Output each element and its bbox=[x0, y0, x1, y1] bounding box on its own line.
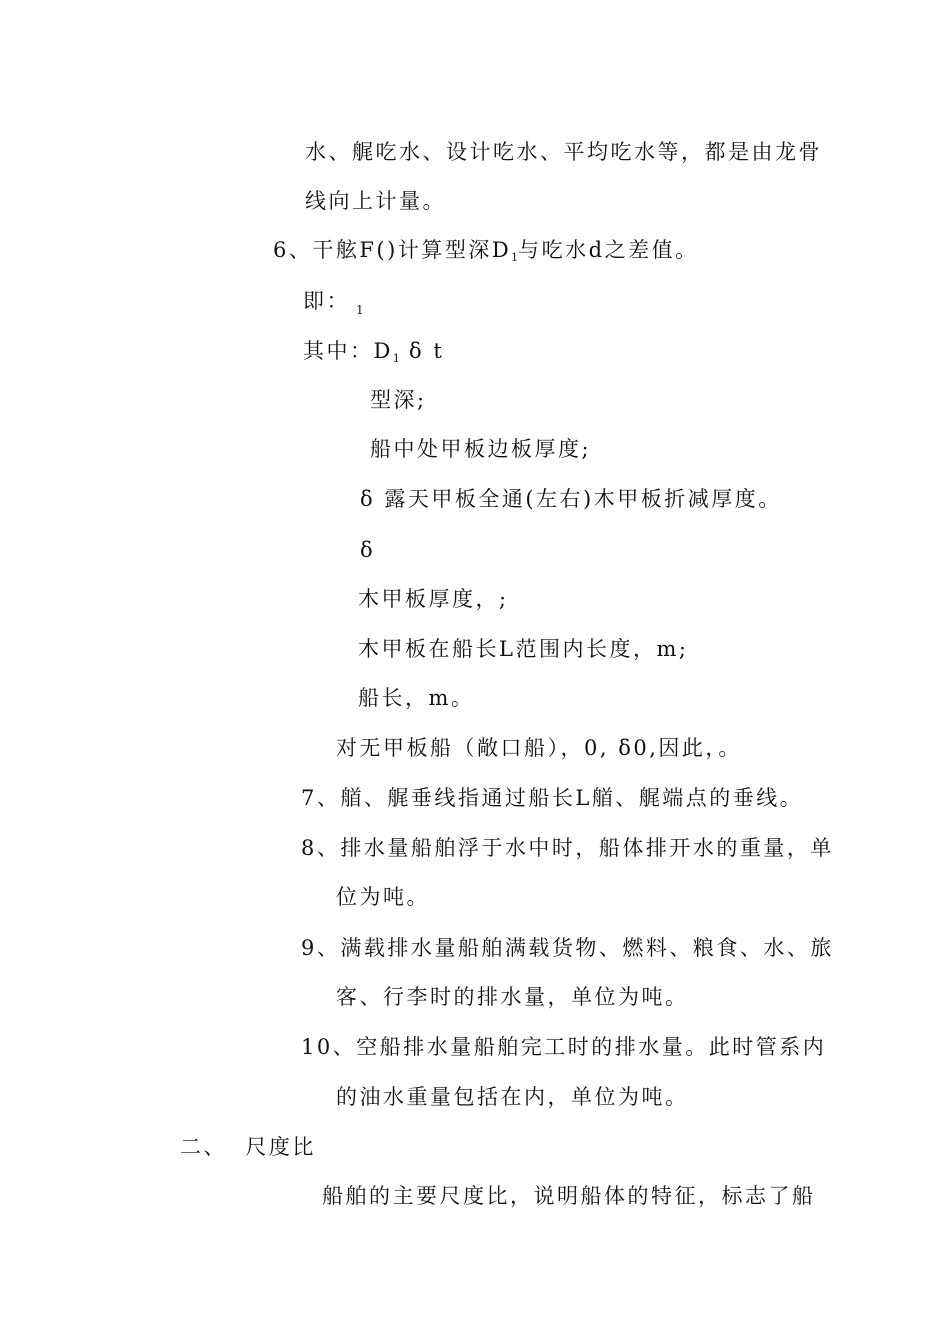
paragraph-line: 船舶的主要尺度比，说明船体的特征，标志了船 bbox=[322, 1184, 816, 1208]
text-line: 对无甲板船（敞口船），0, δ0,因此，。 bbox=[336, 736, 742, 760]
where-line bbox=[303, 336, 444, 374]
where-symbols: δ t bbox=[399, 339, 445, 363]
item-7: 7、艏、艉垂线指通过船长L艏、艉端点的垂线。 bbox=[301, 786, 804, 810]
definition-line: 木甲板厚度，; bbox=[358, 587, 509, 611]
item-6-text-b: 与吃水d之差值。 bbox=[518, 238, 699, 262]
item-6 bbox=[273, 235, 699, 273]
text-line: 水、艉吃水、设计吃水、平均吃水等，都是由龙骨 bbox=[305, 140, 822, 164]
definition-line: 型深; bbox=[370, 388, 427, 412]
item-8-cont: 位为吨。 bbox=[336, 885, 430, 909]
definition-line: δ 露天甲板全通(左右)木甲板折减厚度。 bbox=[360, 487, 782, 511]
item-9-cont: 客、行李时的排水量，单位为吨。 bbox=[336, 985, 689, 1009]
definition-line: 船长，m。 bbox=[358, 686, 475, 710]
subscript: 1 bbox=[356, 303, 364, 317]
section-heading: 二、 尺度比 bbox=[180, 1135, 316, 1159]
item-6-text-a: 6、干舷F()计算型深D bbox=[273, 238, 512, 262]
definition-line: 船中处甲板边板厚度; bbox=[370, 437, 592, 461]
item-10-cont: 的油水重量包括在内，单位为吨。 bbox=[336, 1085, 689, 1109]
item-9: 9、满载排水量船舶满载货物、燃料、粮食、水、旅 bbox=[301, 936, 834, 960]
definition-line: δ bbox=[360, 538, 376, 562]
formula-line bbox=[303, 286, 364, 325]
subscript: 1 bbox=[392, 352, 400, 365]
where-label: 其中：D bbox=[303, 339, 393, 363]
text-line: 线向上计量。 bbox=[305, 189, 446, 213]
formula-label: 即： bbox=[303, 289, 350, 313]
subscript: 1 bbox=[511, 251, 519, 264]
item-8: 8、排水量船舶浮于水中时，船体排开水的重量，单 bbox=[301, 836, 834, 860]
definition-line: 木甲板在船长L范围内长度，m; bbox=[358, 637, 689, 661]
item-10: 10、空船排水量船舶完工时的排水量。此时管系内 bbox=[301, 1035, 827, 1059]
